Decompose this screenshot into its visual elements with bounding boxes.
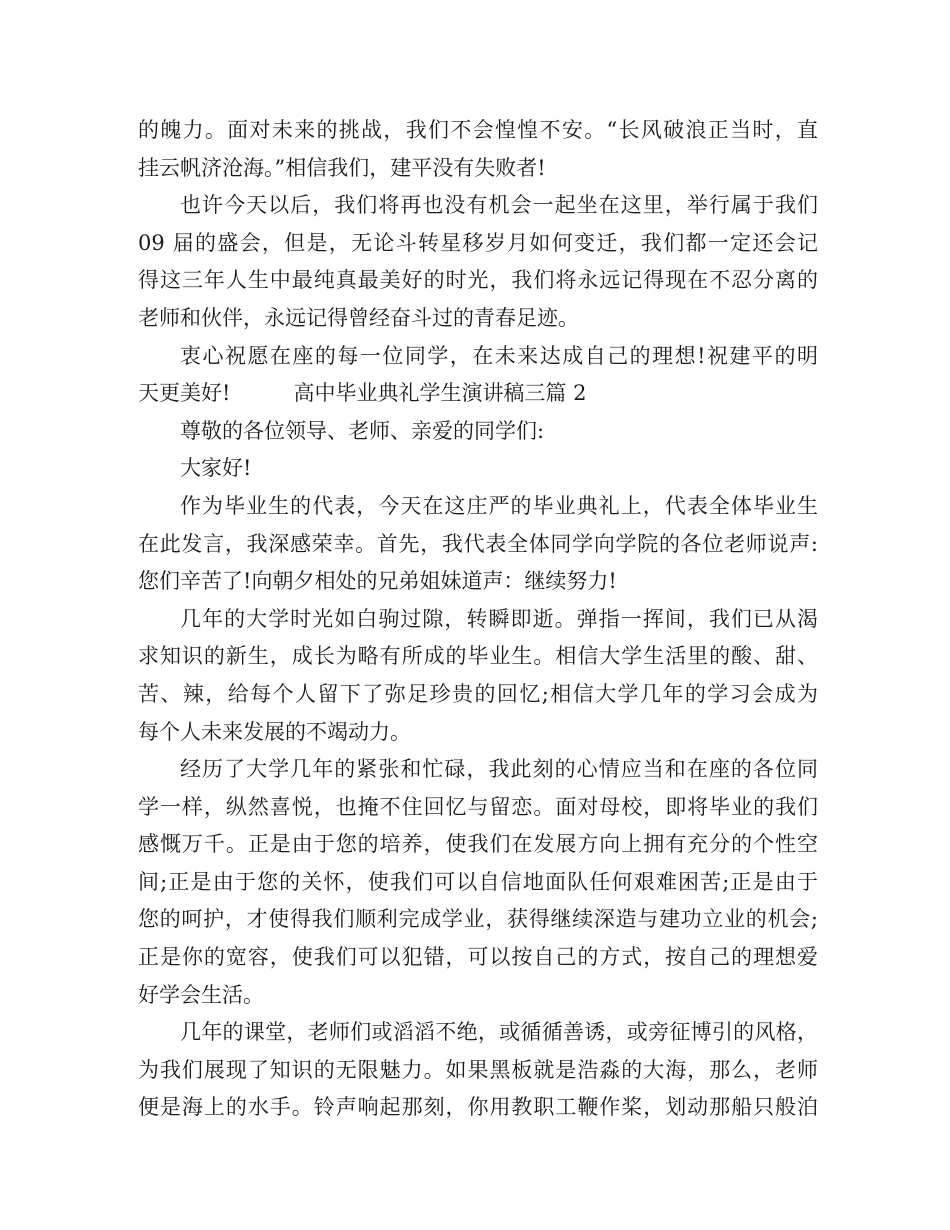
text-line: 求知识的新生，成长为略有所成的毕业生。相信大学生活里的酸、甜、 bbox=[138, 644, 818, 669]
text-line: 大家好! bbox=[180, 456, 252, 481]
text-line: 几年的大学时光如白驹过隙，转瞬即逝。弹指一挥间，我们已从渴 bbox=[180, 606, 818, 631]
text-line: 天更美好! 高中毕业典礼学生演讲稿三篇 2 bbox=[138, 381, 587, 406]
text-line: 老师和伙伴，永远记得曾经奋斗过的青春足迹。 bbox=[138, 305, 579, 330]
text-line: 您们辛苦了!向朝夕相处的兄弟姐妹道声：继续努力! bbox=[138, 569, 617, 594]
text-line: 作为毕业生的代表，今天在这庄严的毕业典礼上，代表全体毕业生 bbox=[180, 493, 818, 518]
text-line: 间;正是由于您的关怀，使我们可以自信地面队任何艰难困苦;正是由于 bbox=[138, 869, 818, 894]
text-line: 便是海上的水手。铃声响起那刻，你用教职工鞭作桨，划动那船只般泊 bbox=[138, 1095, 818, 1120]
text-line: 在此发言，我深感荣幸。首先，我代表全体同学向学院的各位老师说声: bbox=[138, 531, 818, 556]
document-body bbox=[138, 112, 818, 1127]
text-line: 您的呵护，才使得我们顺利完成学业，获得继续深造与建功立业的机会; bbox=[138, 907, 818, 932]
text-line: 经历了大学几年的紧张和忙碌，我此刻的心情应当和在座的各位同 bbox=[180, 757, 818, 782]
text-line: 09 届的盛会，但是，无论斗转星移岁月如何变迁，我们都一定还会记 bbox=[138, 230, 818, 255]
text-line: 的魄力。面对未来的挑战，我们不会惶惶不安。“长风破浪正当时，直 bbox=[138, 118, 818, 142]
text-line: 正是你的宽容，使我们可以犯错，可以按自己的方式，按自己的理想爱 bbox=[138, 945, 818, 970]
text-line: 学一样，纵然喜悦，也掩不住回忆与留恋。面对母校，即将毕业的我们 bbox=[138, 794, 818, 819]
text-line: 好学会生活。 bbox=[138, 982, 264, 1007]
text-line: 为我们展现了知识的无限魅力。如果黑板就是浩淼的大海，那么，老师 bbox=[138, 1057, 818, 1082]
text-line: 尊敬的各位领导、老师、亲爱的同学们: bbox=[180, 418, 545, 443]
text-line: 苦、辣，给每个人留下了弥足珍贵的回忆;相信大学几年的学习会成为 bbox=[138, 681, 818, 706]
text-line: 每个人未来发展的不竭动力。 bbox=[138, 719, 411, 744]
text-line: 几年的课堂，老师们或滔滔不绝，或循循善诱，或旁征博引的风格， bbox=[180, 1020, 818, 1045]
text-line: 挂云帆济沧海。”相信我们，建平没有失败者! bbox=[138, 155, 546, 180]
text-line: 感慨万千。正是由于您的培养，使我们在发展方向上拥有充分的个性空 bbox=[138, 832, 818, 857]
text-line: 也许今天以后，我们将再也没有机会一起坐在这里，举行属于我们 bbox=[180, 193, 818, 218]
text-line: 衷心祝愿在座的每一位同学，在未来达成自己的理想!祝建平的明 bbox=[180, 343, 818, 368]
text-line: 得这三年人生中最纯真最美好的时光，我们将永远记得现在不忍分离的 bbox=[138, 268, 818, 293]
